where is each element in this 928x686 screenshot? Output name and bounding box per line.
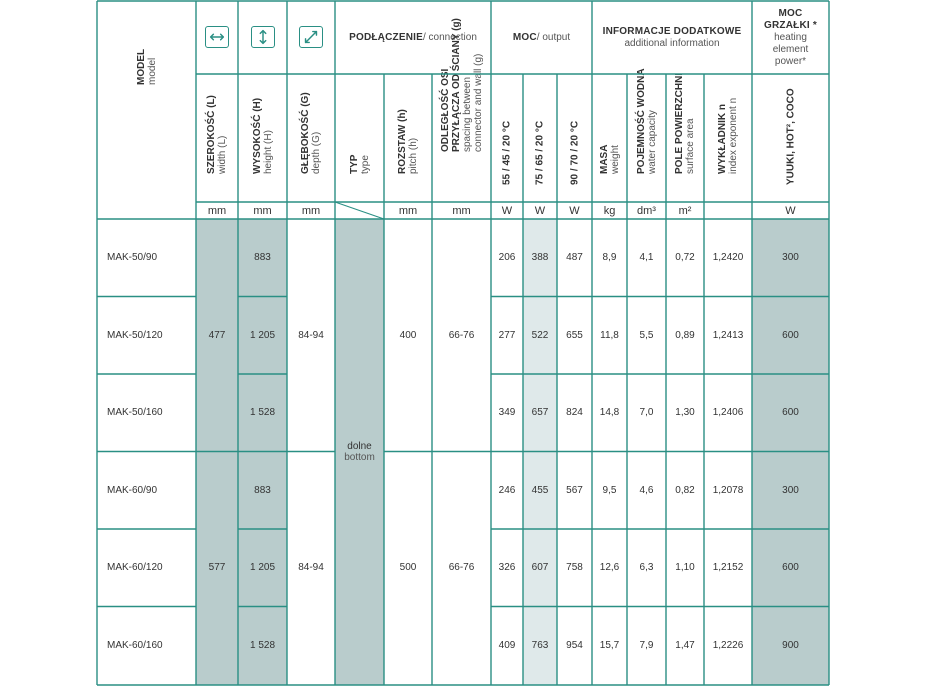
output-75-cell-text: 763 <box>531 639 549 651</box>
output-75-cell-text: 455 <box>531 484 549 496</box>
output-col-header-label: 75 / 65 / 20 °C <box>534 120 546 185</box>
surface-cell-text: 0,89 <box>675 329 695 341</box>
width-cell-text: 577 <box>208 562 226 574</box>
water-cell-text: 5,5 <box>639 329 654 341</box>
water-cell-text: 4,1 <box>639 252 654 264</box>
exponent-cell-text: 1,2406 <box>712 407 744 419</box>
height-cell-text: 1 205 <box>249 329 276 341</box>
model-cell-text: MAK-60/120 <box>107 562 163 574</box>
exponent-cell-text: 1,2226 <box>712 639 744 651</box>
connection-label-en: / connection <box>422 31 477 43</box>
heater-label: GRZAŁKI * <box>764 19 817 31</box>
exponent-cell-text: 1,2413 <box>712 329 744 341</box>
spacing-header-label: ODLEGŁOŚĆ OSI <box>439 68 451 152</box>
output-75-cell-text: 388 <box>531 252 549 264</box>
type-header-label: TYP <box>348 154 360 174</box>
output-90-cell-text: 954 <box>566 639 583 651</box>
depth-header-label: GŁĘBOKOŚĆ (G) <box>300 92 311 174</box>
output-90-cell-text: 824 <box>566 407 583 419</box>
spacing-cell-text: 66-76 <box>448 562 475 574</box>
model-cell-text: MAK-50/90 <box>107 252 158 264</box>
grid-line <box>335 202 384 219</box>
output-label: MOC <box>512 31 537 43</box>
surface-cell-text: 1,47 <box>675 639 695 651</box>
pitch-cell-text: 400 <box>399 329 417 341</box>
mass-cell-text: 15,7 <box>599 639 620 651</box>
output-75-cell-text: 522 <box>531 329 549 341</box>
mass-cell-text: 8,9 <box>602 252 617 264</box>
pitch-header-label: pitch (h) <box>408 137 419 174</box>
height-cell-text: 1 205 <box>249 562 276 574</box>
mass-cell-text: 12,6 <box>599 562 620 574</box>
unit-text: mm <box>452 204 471 217</box>
info-label-en: additional information <box>624 37 720 49</box>
connection-label: PODŁĄCZENIE <box>349 31 423 43</box>
mass-cell-text: 14,8 <box>599 407 620 419</box>
unit-text: W <box>534 204 546 217</box>
water-header-label: water capacity <box>646 110 658 174</box>
output-90-cell-text: 655 <box>566 329 583 341</box>
heater-label-en: element <box>772 43 809 55</box>
heater-cell-text: 300 <box>782 252 799 264</box>
heater-cell-text: 600 <box>782 562 799 574</box>
spacing-cell-text: 66-76 <box>448 329 475 341</box>
output-55-cell-text: 349 <box>498 407 516 419</box>
width-header-label: width (L) <box>217 135 228 174</box>
unit-text: kg <box>603 204 616 217</box>
height-cell-text: 883 <box>254 252 271 264</box>
model-header-label: MODEL <box>135 48 147 85</box>
output-label-en: / output <box>536 31 571 43</box>
spacing-header-label: PRZYŁĄCZA OD ŚCIANY (g) <box>450 18 462 152</box>
output-75-cell-text: 607 <box>531 562 549 574</box>
spacing-header-label: connector and wall (g) <box>472 53 484 152</box>
unit-text: mm <box>207 204 227 217</box>
unit-text: mm <box>253 204 272 217</box>
exponent-cell-text: 1,2152 <box>712 562 744 574</box>
surface-cell-text: 1,30 <box>675 407 695 419</box>
height-cell-text: 1 528 <box>249 639 276 651</box>
output-75-cell-text: 657 <box>531 407 549 419</box>
water-cell-text: 6,3 <box>639 562 654 574</box>
output-55-cell-text: 409 <box>498 639 516 651</box>
surface-header-label: POLE POWIERZCHNI <box>674 72 685 174</box>
unit-text: mm <box>301 204 321 217</box>
output-55-cell-text: 206 <box>498 252 516 264</box>
model-header-label: model <box>146 57 158 85</box>
unit-text: W <box>501 204 513 217</box>
surface-cell-text: 0,82 <box>675 484 695 496</box>
output-90-cell-text: 567 <box>566 484 583 496</box>
output-90-cell-text: 758 <box>566 562 583 574</box>
width-cell-text: 477 <box>208 329 226 341</box>
output-55-cell-text: 326 <box>498 562 516 574</box>
output-col-header-label: 55 / 45 / 20 °C <box>501 120 513 185</box>
exponent-header-label: WYKŁADNIK n <box>717 104 728 174</box>
heater-cell-text: 300 <box>782 484 799 496</box>
heater-label: MOC <box>778 7 803 19</box>
model-cell-text: MAK-60/160 <box>107 639 163 651</box>
unit-text: W <box>569 204 580 217</box>
mass-cell-text: 9,5 <box>602 484 617 496</box>
water-cell-text: 4,6 <box>639 484 654 496</box>
output-55-cell-text: 246 <box>498 484 516 496</box>
unit-text: mm <box>398 204 418 217</box>
type-value: dolne <box>347 441 372 452</box>
mass-cell-text: 11,8 <box>600 329 619 341</box>
pitch-header-label: ROZSTAW (h) <box>397 109 408 174</box>
exponent-header-label: index exponent n <box>728 97 739 174</box>
water-header-label: POJEMNOŚĆ WODNA <box>635 68 647 174</box>
output-col-header-label: 90 / 70 / 20 °C <box>569 120 580 185</box>
mass-header-label: MASA <box>598 144 610 174</box>
surface-header-label: surface area <box>685 118 696 174</box>
exponent-cell-text: 1,2078 <box>712 484 744 496</box>
height-header-label: WYSOKOŚĆ (H) <box>251 97 263 174</box>
width-header-label: SZEROKOŚĆ (L) <box>206 95 217 174</box>
depth-cell-text: 84-94 <box>298 329 324 341</box>
mass-header-label: weight <box>609 145 621 174</box>
type-header-label: type <box>359 155 371 174</box>
heater-label-en: heating <box>774 31 807 43</box>
info-label: INFORMACJE DODATKOWE <box>602 25 742 37</box>
heater-sub-header-label: YUUKI, HOT², COCO <box>785 88 796 185</box>
height-cell-text: 883 <box>254 484 271 496</box>
unit-text: W <box>785 204 796 217</box>
exponent-cell-text: 1,2420 <box>712 252 744 264</box>
depth-header-label: depth (G) <box>311 131 322 174</box>
height-header-label: height (H) <box>262 130 274 174</box>
surface-cell-text: 0,72 <box>675 252 695 264</box>
unit-text: dm³ <box>637 204 656 217</box>
unit-text: m² <box>678 204 692 217</box>
model-cell-text: MAK-50/120 <box>107 329 163 341</box>
type-value-en: bottom <box>344 452 375 463</box>
heater-label-en: power* <box>774 55 807 67</box>
water-cell-text: 7,9 <box>639 639 654 651</box>
heater-cell-text: 600 <box>782 407 799 419</box>
height-cell-text: 1 528 <box>249 407 276 419</box>
model-cell-text: MAK-50/160 <box>107 407 163 419</box>
output-90-cell-text: 487 <box>566 252 583 264</box>
pitch-cell-text: 500 <box>399 562 417 574</box>
spacing-header-label: spacing between <box>461 76 473 152</box>
output-55-cell-text: 277 <box>498 329 516 341</box>
model-cell-text: MAK-60/90 <box>107 484 158 496</box>
water-cell-text: 7,0 <box>639 407 654 419</box>
heater-cell-text: 900 <box>782 639 799 651</box>
depth-cell-text: 84-94 <box>298 562 324 574</box>
surface-cell-text: 1,10 <box>675 562 695 574</box>
heater-cell-text: 600 <box>782 329 799 341</box>
